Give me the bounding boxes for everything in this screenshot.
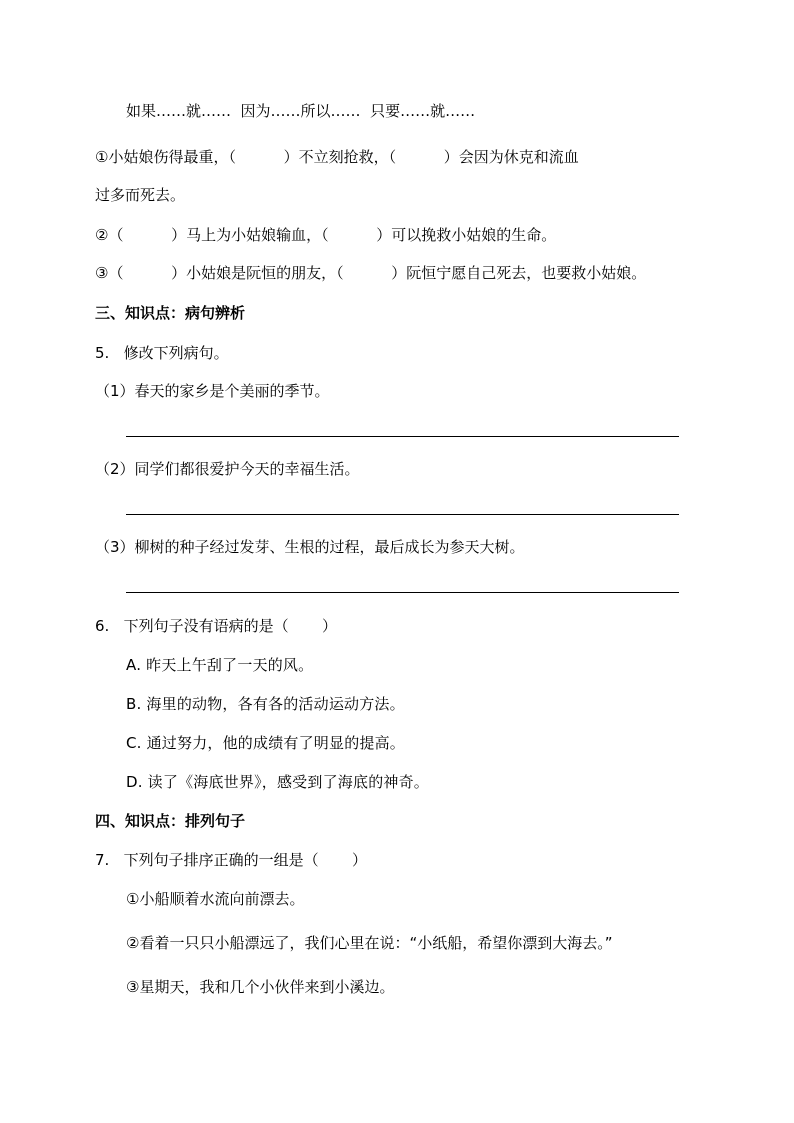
q6-option-a: A. 昨天上午刮了一天的风。 — [126, 656, 314, 674]
sick-sentence-3: （3）柳树的种子经过发芽、生根的过程，最后成长为参天大树。 — [95, 538, 525, 556]
q6-option-d: D. 读了《海底世界》，感受到了海底的神奇。 — [126, 773, 429, 791]
section-4-heading: 四、知识点：排列句子 — [95, 812, 246, 830]
fill-sentence-2: ②（ ）马上为小姑娘输血，（ ）可以挽救小姑娘的生命。 — [95, 226, 557, 244]
answer-line-3[interactable] — [126, 592, 679, 593]
question-5-stem: 5. 修改下列病句。 — [95, 344, 229, 362]
sick-sentence-1: （1）春天的家乡是个美丽的季节。 — [95, 382, 330, 400]
fill-sentence-1: ①小姑娘伤得最重，（ ）不立刻抢救，（ ）会因为休克和流血 — [95, 148, 579, 166]
sick-sentence-2: （2）同学们都很爱护今天的幸福生活。 — [95, 460, 360, 478]
q7-sentence-2: ②看着一只只小船漂远了，我们心里在说：“小纸船，希望你漂到大海去。” — [126, 934, 613, 952]
q6-option-c: C. 通过努力，他的成绩有了明显的提高。 — [126, 734, 406, 752]
answer-line-2[interactable] — [126, 514, 679, 515]
q7-sentence-3: ③星期天，我和几个小伙伴来到小溪边。 — [126, 978, 395, 996]
answer-line-1[interactable] — [126, 436, 679, 437]
fill-sentence-3: ③（ ）小姑娘是阮恒的朋友，（ ）阮恒宁愿自己死去，也要救小姑娘。 — [95, 264, 647, 282]
question-6-stem: 6. 下列句子没有语病的是（ ） — [95, 617, 337, 635]
q6-option-b: B. 海里的动物，各有各的活动运动方法。 — [126, 695, 405, 713]
fill-sentence-1-continued: 过多而死去。 — [95, 186, 186, 204]
question-7-stem: 7. 下列句子排序正确的一组是（ ） — [95, 851, 367, 869]
q7-sentence-1: ①小船顺着水流向前漂去。 — [126, 890, 305, 908]
conjunction-options: 如果……就…… 因为……所以…… 只要……就…… — [126, 102, 476, 120]
section-3-heading: 三、知识点：病句辨析 — [95, 304, 246, 322]
